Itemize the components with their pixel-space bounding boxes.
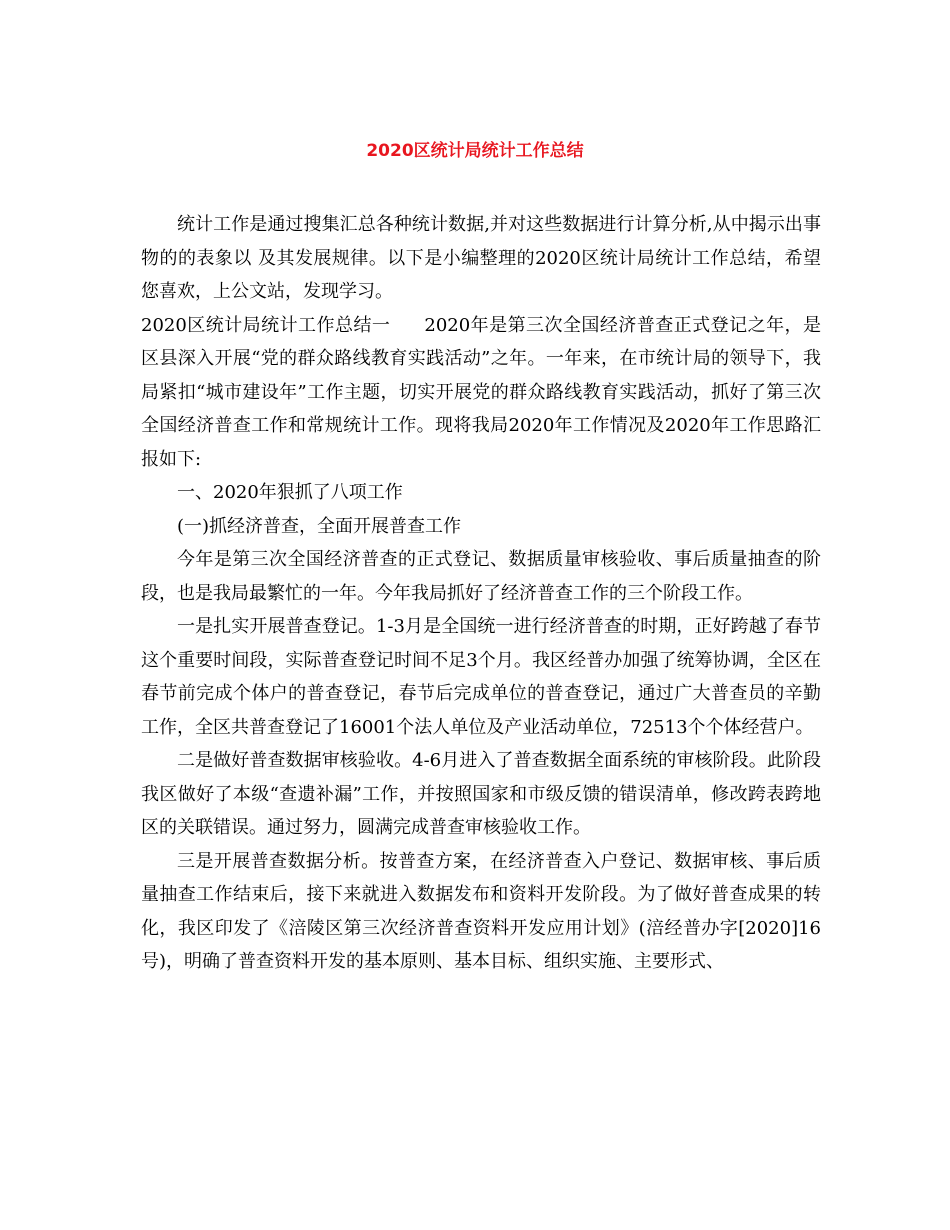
subheading-item-one: (一)抓经济普查，全面开展普查工作 [177,515,462,537]
section-paragraph-text: 2020年是第三次全国经济普查正式登记之年，是区县深入开展“党的群众路线教育实践活动”之年。一年来，在市统计局的领导下，我局紧扣“城市建设年”工作主题，切实开展党的群众路线教育实践活动，抓好了第三次全国经济普查工作和常规统计工作。现将我局2020年工作情况及2020年工作思路汇报如下: [141,314,821,470]
body-paragraph: 三是开展普查数据分析。按普查方案，在经济普查入户登记、数据审核、事后质量抽查工作结束后，接下来就进入数据发布和资料开发阶段。为了做好普查成果的转化，我区印发了《涪陵区第三次经济普查资料开发应用计划》(涪经普办字[2020]16号)，明确了普查资料开发的基本原则、基本目标、组织实施、主要形式、 [141,850,821,972]
document-body [141,208,821,979]
body-paragraph: 今年是第三次全国经济普查的正式登记、数据质量审核验收、事后质量抽查的阶段，也是我局最繁忙的一年。今年我局抓好了经济普查工作的三个阶段工作。 [141,549,821,604]
body-paragraph: 一是扎实开展普查登记。1-3月是全国统一进行经济普查的时期，正好跨越了春节这个重要时间段，实际普查登记时间不足3个月。我区经普办加强了统筹协调，全区在春节前完成个体户的普查登记，春节后完成单位的普查登记，通过广大普查员的辛勤工作，全区共普查登记了16001个法人单位及产业活动单位，72513个个体经营户。 [141,616,821,738]
section-paragraph [141,309,821,477]
body-paragraph: 二是做好普查数据审核验收。4-6月进入了普查数据全面系统的审核阶段。此阶段我区做好了本级“查遗补漏”工作，并按照国家和市级反馈的错误清单，修改跨表跨地区的关联错误。通过努力，圆满完成普查审核验收工作。 [141,750,821,838]
subheading-one: 一、2020年狠抓了八项工作 [177,482,403,503]
section-heading: 2020区统计局统计工作总结一 [141,314,391,336]
intro-paragraph: 统计工作是通过搜集汇总各种统计数据,并对这些数据进行计算分析,从中揭示出事物的的表象以 及其发展规律。以下是小编整理的2020区统计局统计工作总结，希望您喜欢，上公文站，发现学习。 [141,214,821,302]
document-title: 2020区统计局统计工作总结 [366,141,584,161]
